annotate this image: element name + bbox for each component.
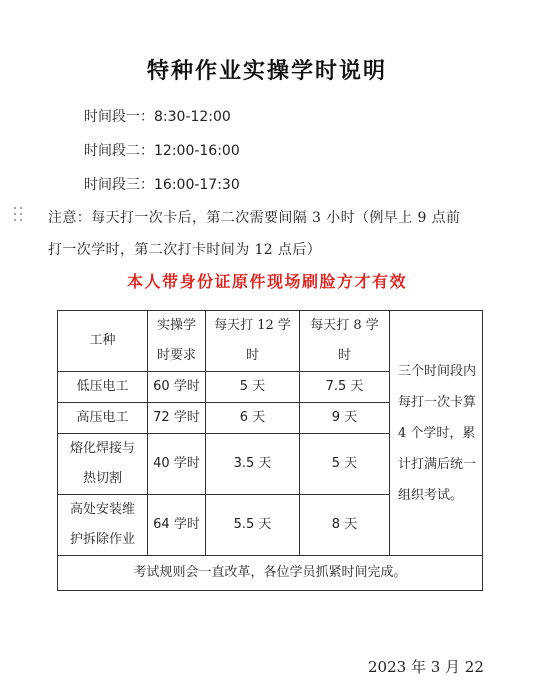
time-period-1-label: 时间段一： — [84, 109, 154, 125]
row-type-line1: 熔化焊接与 — [69, 441, 135, 456]
table-footer: 考试规则会一直改革，各位学员抓紧时间完成。 — [58, 556, 483, 591]
document-date: 2023 年 3 月 22 — [368, 658, 484, 676]
time-period-3 — [84, 174, 240, 194]
header-required-line2: 时要求 — [156, 348, 196, 363]
row-required: 60 学时 — [148, 372, 206, 403]
time-period-2-label: 时间段二： — [84, 143, 154, 159]
header-required-line1: 实操学 — [156, 318, 196, 333]
time-period-3-label: 时间段三： — [84, 177, 154, 193]
time-period-1-time: 8:30-12:00 — [154, 109, 231, 125]
row-per12: 5.5 天 — [206, 495, 300, 556]
time-period-2 — [84, 140, 240, 160]
row-type: 高压电工 — [58, 403, 148, 434]
row-required: 40 学时 — [148, 434, 206, 495]
header-per8-line2: 时 — [337, 348, 351, 363]
header-per12 — [206, 311, 300, 372]
row-per12: 6 天 — [206, 403, 300, 434]
row-type — [58, 434, 148, 495]
time-period-1 — [84, 106, 231, 126]
note-line-2: 打一次学时，第二次打卡时间为 12 点后） — [48, 242, 322, 258]
row-type-line2: 热切割 — [82, 471, 122, 486]
row-required: 64 学时 — [148, 495, 206, 556]
row-per12: 5 天 — [206, 372, 300, 403]
page-title: 特种作业实操学时说明 — [146, 58, 387, 84]
row-type-line1: 高处安装维 — [69, 502, 135, 517]
time-period-3-time: 16:00-17:30 — [154, 177, 240, 193]
row-type-line2: 护拆除作业 — [69, 532, 135, 547]
side-note-cell: 三个时间段内每打一次卡算 4 个学时，累计打满后统一组织考试。 — [390, 311, 483, 556]
header-per8 — [300, 311, 390, 372]
header-type: 工种 — [58, 311, 148, 372]
table-header-row — [58, 311, 483, 372]
row-per8: 5 天 — [300, 434, 390, 495]
row-per8: 9 天 — [300, 403, 390, 434]
header-required — [148, 311, 206, 372]
time-period-2-time: 12:00-16:00 — [154, 143, 240, 159]
header-per8-line1: 每天打 8 学 — [310, 318, 379, 333]
id-notice: 本人带身份证原件现场刷脸方才有效 — [126, 272, 407, 291]
row-per8: 8 天 — [300, 495, 390, 556]
row-per12: 3.5 天 — [206, 434, 300, 495]
table-footer-row — [58, 556, 483, 591]
study-hours-table — [57, 310, 483, 591]
row-type — [58, 495, 148, 556]
drag-handle-icon[interactable] — [14, 207, 24, 223]
header-per12-line1: 每天打 12 学 — [214, 318, 291, 333]
row-required: 72 学时 — [148, 403, 206, 434]
row-per8: 7.5 天 — [300, 372, 390, 403]
row-type: 低压电工 — [58, 372, 148, 403]
note-line-1: 注意：每天打一次卡后，第二次需要间隔 3 小时（例早上 9 点前 — [48, 210, 461, 226]
header-per12-line2: 时 — [245, 348, 259, 363]
